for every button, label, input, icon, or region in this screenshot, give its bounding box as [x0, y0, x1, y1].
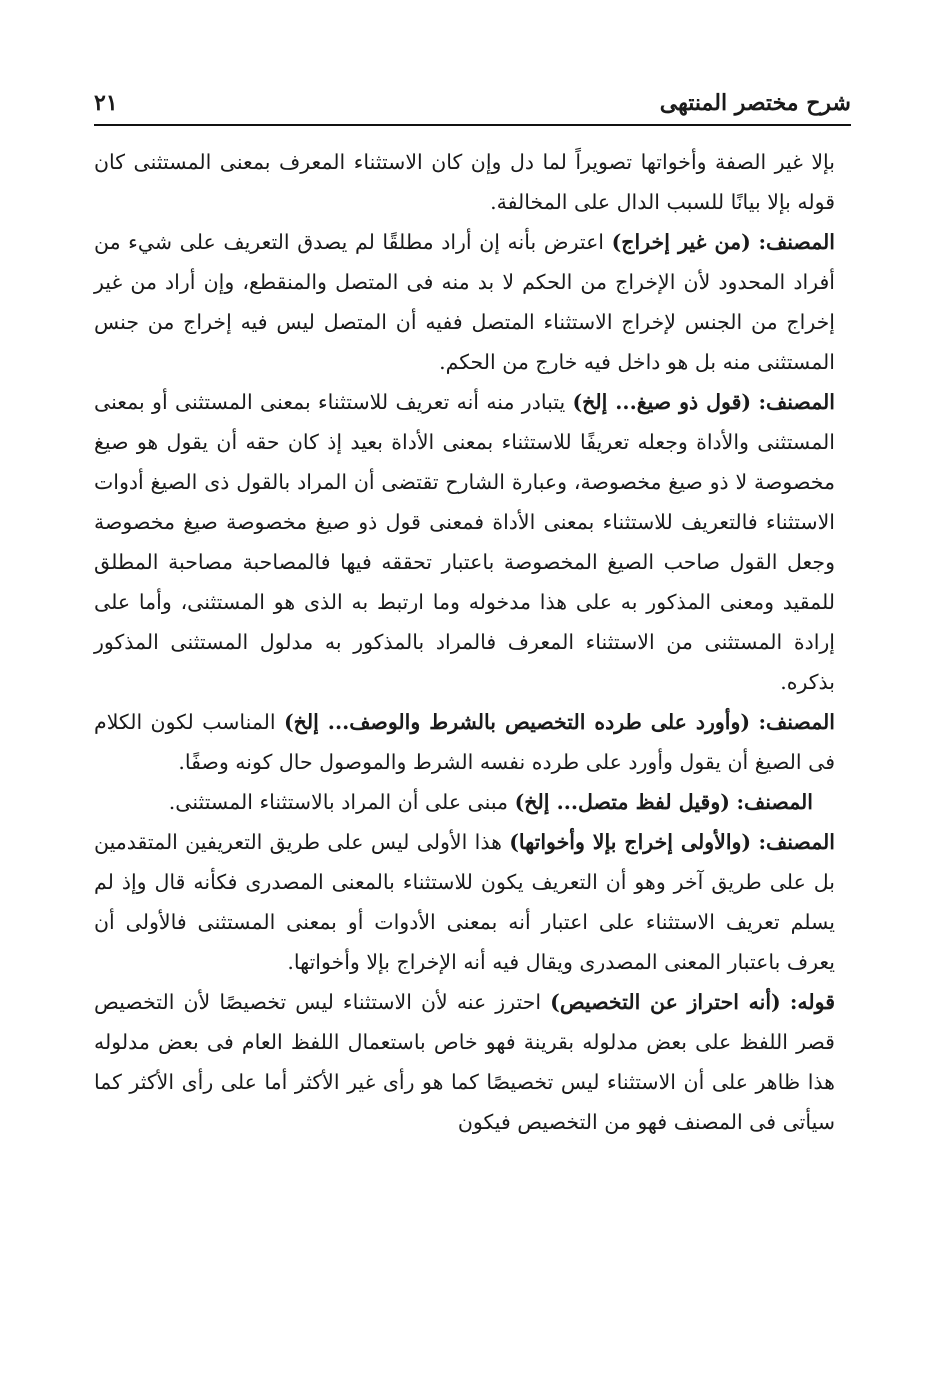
paragraph-awrada-ala-tardih [94, 702, 835, 782]
paragraph-text: بإلا غير الصفة وأخواتها تصويراً لما دل وإن كان الاستثناء المعرف بمعنى المستثنى كان قوله بإلا بيانًا للسبب الدال على المخالفة. [94, 150, 835, 214]
paragraph-min-ghayr-ikhraj [94, 222, 835, 382]
paragraph-continuation [94, 142, 835, 222]
paragraph-ihtiraz-an-takhsis [94, 982, 835, 1142]
paragraph-text: مبنى على أن المراد بالاستثناء المستثنى. [168, 790, 509, 814]
paragraph-label: قوله: [789, 990, 836, 1014]
paragraph-label: المصنف: [758, 390, 835, 414]
paragraph-label: المصنف: [758, 830, 835, 854]
paragraph-text: اعترض بأنه إن أراد مطلقًا لم يصدق التعريف على شيء من أفراد المحدود لأن الإخراج من الحكم لا بد منه فى المتصل والمنقطع، وإن أراد من غير إخراج من الجنس لإخراج الاستثناء المتصل ففيه أن المتصل ليس فيه إخراج من جنس المستثنى منه بل هو داخل فيه خارج من الحكم. [94, 230, 835, 374]
quoted-phrase: (وأورد على طرده التخصيص بالشرط والوصف... إلخ) [283, 710, 751, 734]
running-title: شرح مختصر المنتهى [659, 90, 851, 116]
quoted-phrase: (أنه احتراز عن التخصيص) [550, 990, 781, 1014]
paragraph-text: المناسب لكون الكلام فى الصيغ أن يقول وأورد على طرده نفسه الشرط والموصول حال كونه وصفًا. [94, 710, 835, 774]
page-header [94, 88, 851, 126]
paragraph-text: احترز عنه لأن الاستثناء ليس تخصيصًا لأن التخصيص قصر اللفظ على بعض مدلوله بقرينة فهو خاص باستعمال اللفظ العام فى بعض مدلوله هذا ظاهر على أن الاستثناء ليس تخصيصًا كما هو رأى غير الأكثر أما على رأى الأكثر كما سيأتى فى المصنف فهو من التخصيص فيكون [94, 990, 835, 1134]
commentary-body [94, 142, 835, 1142]
page-number: ٢١ [94, 90, 118, 116]
quoted-phrase: (وقيل لفظ متصل... إلخ) [514, 790, 730, 814]
paragraph-label: المصنف: [758, 230, 835, 254]
quoted-phrase: (قول ذو صيغ... إلخ) [572, 390, 752, 414]
paragraph-al-awla-ikhraj [94, 822, 835, 982]
paragraph-qawl-dhu-siyagh [94, 382, 835, 702]
paragraph-text: يتبادر منه أنه تعريف للاستثناء بمعنى المستثنى أو بمعنى المستثنى والأداة وجعله تعريفًا للاستثناء بمعنى الأداة بعيد إذ كان حقه أن يقول هو صيغ مخصوصة لا ذو صيغ مخصوصة، وعبارة الشارح تقتضى أن المراد بالقول ذى الصيغ أدوات الاستثناء فالتعريف للاستثناء بمعنى الأداة فمعنى قول ذو صيغ مخصوصة صيغ مخصوصة وجعل القول صاحب الصيغ المخصوصة باعتبار تحققه فيها فالمصاحبة مصاحبة المطلق للمقيد ومعنى المذكور به على هذا مدخوله وما ارتبط به الذى هو المستثنى، وأما على إرادة المستثنى من الاستثناء المعرف فالمراد بالمذكور به مدلول المستثنى المذكور بذكره. [94, 390, 835, 694]
quoted-phrase: (من غير إخراج) [611, 230, 751, 254]
paragraph-label: المصنف: [758, 710, 835, 734]
paragraph-qila-lafz-muttasil [94, 782, 835, 822]
paragraph-text: هذا الأولى ليس على طريق التعريفين المتقدمين بل على طريق آخر وهو أن التعريف يكون للاستثناء بالمعنى المصدرى فكأنه قال وإذ لم يسلم تعريف الاستثناء على اعتبار أنه بمعنى الأدوات أو بمعنى المستثنى فالأولى أن يعرف باعتبار المعنى المصدرى ويقال فيه أنه الإخراج بإلا وأخواتها. [94, 830, 835, 974]
quoted-phrase: (والأولى إخراج بإلا وأخواتها) [509, 830, 752, 854]
paragraph-label: المصنف: [736, 790, 813, 814]
